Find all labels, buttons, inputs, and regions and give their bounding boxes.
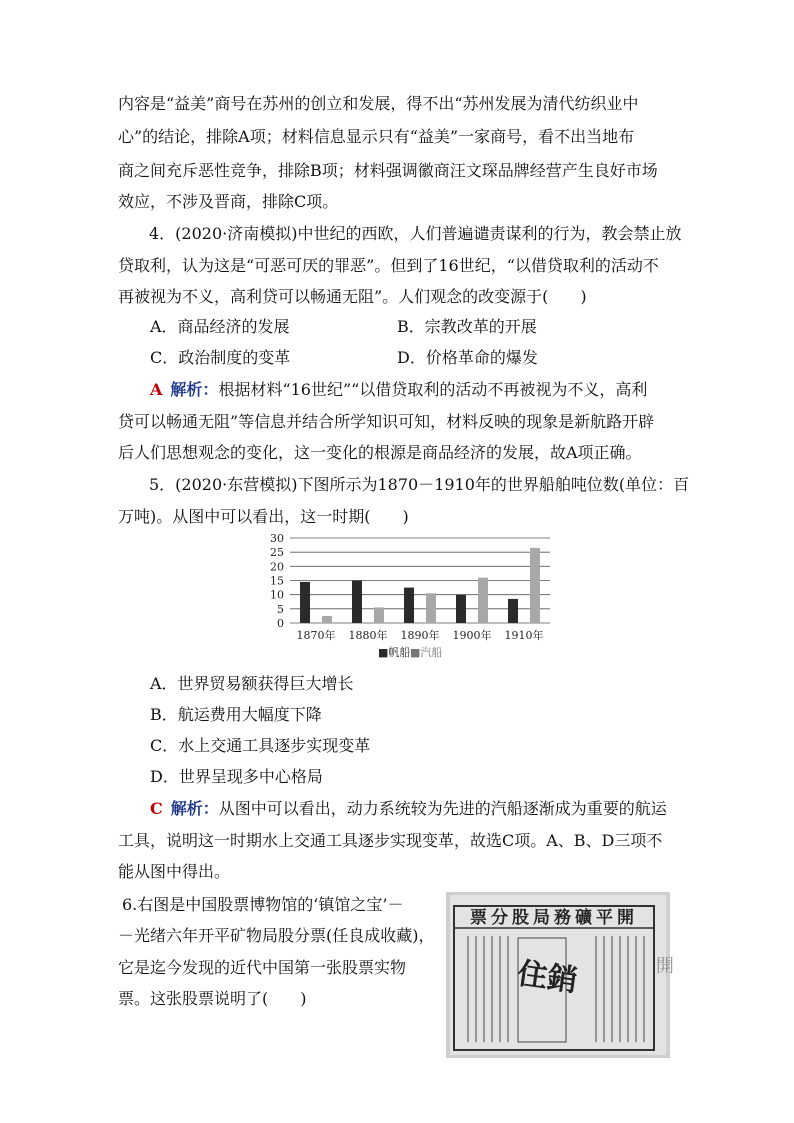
bar-sailing-ship xyxy=(352,581,362,624)
y-tick-label: 20 xyxy=(270,560,284,574)
question-5-stem: 5．(2020·东营模拟)下图所示为1870－1910年的世界船舶吨位数(单位：百 xyxy=(149,475,690,494)
y-tick-label: 5 xyxy=(277,602,284,616)
stock-certificate-image xyxy=(446,892,674,1058)
svg-text:開: 開 xyxy=(656,956,674,977)
question-6-stem: 它是迄今发现的近代中国第一张股票实物 xyxy=(118,958,407,977)
q5-option-a: A．世界贸易额获得巨大增长 xyxy=(150,674,354,693)
analysis-label: 解析： xyxy=(170,799,219,818)
analysis-text: 工具，说明这一时期水上交通工具逐步实现变革，故选C项。A、B、D三项不 xyxy=(118,831,663,850)
q4-option-b: B．宗教改革的开展 xyxy=(397,317,537,336)
q5-answer-line xyxy=(150,799,710,819)
x-tick-label: 1880年 xyxy=(348,629,388,642)
analysis-text: 贷可以畅通无阻”等信息并结合所学知识可知，材料反映的现象是新航路开辟 xyxy=(118,412,655,431)
chart-y-ticks xyxy=(270,532,284,630)
answer-letter: A xyxy=(150,380,163,399)
text-line: 心”的结论，排除A项；材料信息显示只有“益美”一家商号，看不出当地布 xyxy=(118,127,635,146)
chart-bars xyxy=(300,548,540,623)
q4-answer-line xyxy=(150,380,710,400)
certificate-header: 票分股局務礦平開 xyxy=(470,908,638,928)
analysis-text: 根据材料“16世纪”“以借贷取利的活动不再被视为不义，高利 xyxy=(218,380,648,399)
stock-certificate-drawing xyxy=(446,892,674,1058)
text-line: 内容是“益美”商号在苏州的创立和发展，得不出“苏州发展为清代纺织业中 xyxy=(118,94,639,113)
question-4-stem: 4．(2020·济南模拟)中世纪的西欧，人们普遍谴责谋利的行为，教会禁止放 xyxy=(149,224,682,243)
bar-steamship xyxy=(426,593,436,623)
x-tick-label: 1890年 xyxy=(400,629,440,642)
analysis-text: 从图中可以看出，动力系统较为先进的汽船逐渐成为重要的航运 xyxy=(218,799,667,818)
legend-sailing-ship: ■帆船 xyxy=(378,646,411,659)
bar-sailing-ship xyxy=(404,588,414,623)
q4-option-d: D．价格革命的爆发 xyxy=(397,348,538,367)
text-line: 效应，不涉及晋商，排除C项。 xyxy=(118,192,339,211)
legend-steamship: ■汽船 xyxy=(410,646,443,659)
bar-sailing-ship xyxy=(456,595,466,623)
q5-option-c: C．水上交通工具逐步实现变革 xyxy=(150,736,371,755)
certificate-stamp-text: 住銷 xyxy=(515,956,580,1000)
bar-sailing-ship xyxy=(300,582,310,623)
bar-sailing-ship xyxy=(508,599,518,623)
bar-steamship xyxy=(322,616,332,623)
y-tick-label: 30 xyxy=(270,532,284,545)
analysis-text: 后人们思想观念的变化，这一变化的根源是商品经济的发展，故A项正确。 xyxy=(118,443,642,462)
question-5-stem: 万吨)。从图中可以看出，这一时期( ) xyxy=(118,507,409,526)
x-tick-label: 1870年 xyxy=(296,629,336,642)
question-6-stem: －光绪六年开平矿物局股分票(任良成收藏)， xyxy=(118,926,435,945)
q5-option-b: B．航运费用大幅度下降 xyxy=(150,705,322,724)
question-6-stem: 票。这张股票说明了( ) xyxy=(118,989,307,1008)
analysis-label: 解析： xyxy=(170,380,219,399)
question-4-stem: 贷取利，认为这是“可恶可厌的罪恶”。但到了16世纪，“以借贷取利的活动不 xyxy=(118,256,659,275)
q5-option-d: D．世界呈现多中心格局 xyxy=(150,767,323,786)
y-tick-label: 15 xyxy=(270,574,284,588)
text-line: 商之间充斥恶性竞争，排除B项；材料强调徽商汪文琛品牌经营产生良好市场 xyxy=(118,161,658,180)
bar-steamship xyxy=(374,607,384,623)
answer-letter: C xyxy=(150,799,163,818)
x-tick-label: 1910年 xyxy=(504,629,544,642)
ship-tonnage-bar-chart xyxy=(260,530,560,665)
bar-steamship xyxy=(478,578,488,623)
y-tick-label: 10 xyxy=(270,588,284,602)
question-6-stem: 6.右图是中国股票博物馆的‘镇馆之宝’－ xyxy=(122,895,404,914)
question-4-stem: 再被视为不义，高利贷可以畅通无阻”。人们观念的改变源于( ) xyxy=(118,287,587,306)
y-tick-label: 0 xyxy=(277,617,284,630)
x-tick-label: 1900年 xyxy=(452,629,492,642)
y-tick-label: 25 xyxy=(270,546,284,560)
q4-option-c: C．政治制度的变革 xyxy=(150,348,291,367)
q4-option-a: A．商品经济的发展 xyxy=(150,317,290,336)
analysis-text: 能从图中得出。 xyxy=(118,862,231,881)
bar-steamship xyxy=(530,548,540,623)
chart-legend xyxy=(378,645,442,659)
chart-x-ticks xyxy=(297,628,544,642)
